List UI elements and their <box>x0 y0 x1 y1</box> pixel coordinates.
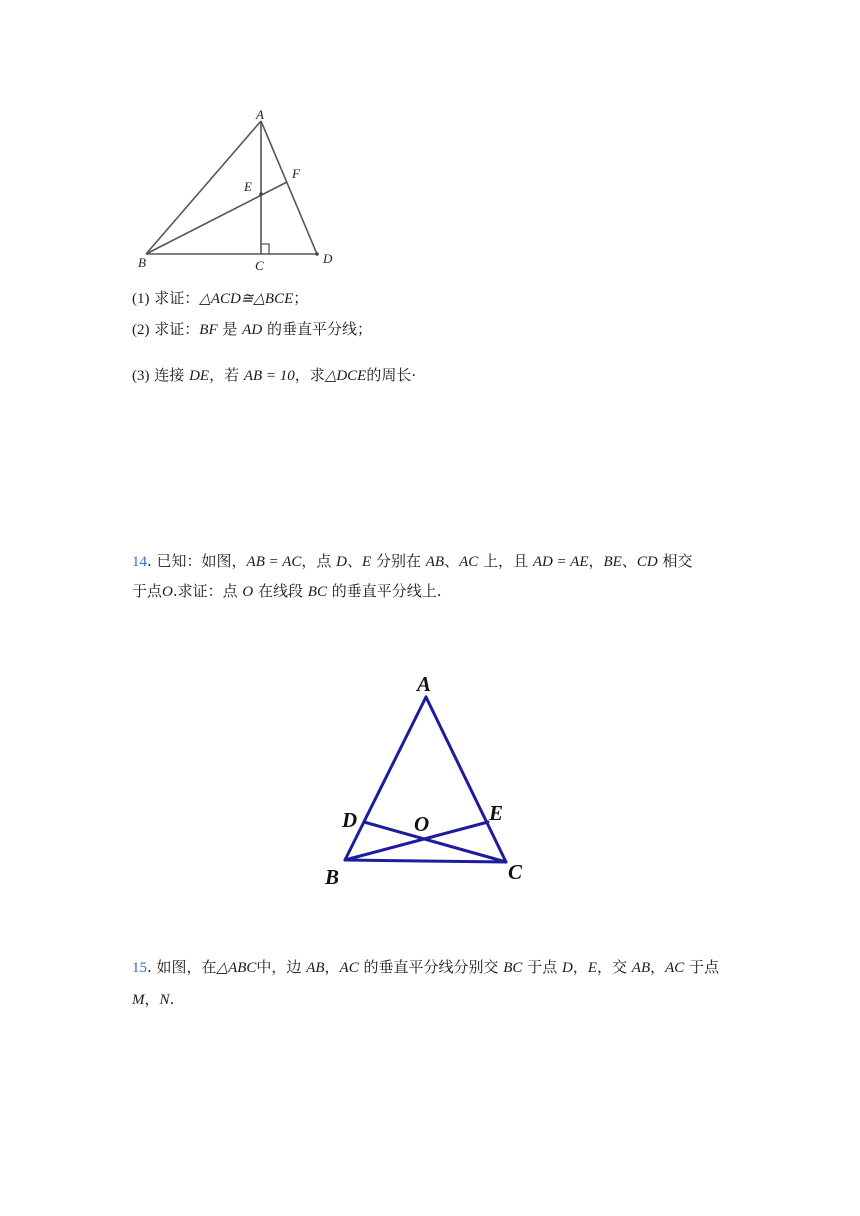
q15-number: 15 <box>132 960 147 976</box>
q13-part3-tri: △DCE <box>324 368 367 384</box>
q13-part2-text1: 求证： <box>154 320 200 338</box>
q13-part3-text2: ，若 <box>209 366 244 384</box>
q14-l2-d: 的垂直平分线上. <box>326 582 442 600</box>
q14-l2-b: .求证：点 <box>172 582 243 600</box>
q14-be: BE <box>603 554 622 570</box>
q15-t-i: 于点 <box>684 958 720 976</box>
q14-ab: AB <box>425 554 445 570</box>
q14-t-i: ， <box>588 552 604 570</box>
q13-part1-end: ； <box>293 289 309 307</box>
q13-part3-de: DE <box>189 368 210 384</box>
q15-t-g: ，交 <box>597 958 632 976</box>
q15-n: N <box>159 992 170 1008</box>
q15-t-c: ， <box>324 958 340 976</box>
q15-line1 <box>132 956 719 979</box>
q14-ac: AC <box>459 554 479 570</box>
q15-t-e: 于点 <box>522 958 562 976</box>
q14-e: E <box>362 554 372 570</box>
q13-part3-number: (3) <box>132 368 150 384</box>
q13-part3-text4: 的周长· <box>366 366 417 384</box>
label-d: D <box>342 808 358 832</box>
q15-t-f: ， <box>572 958 588 976</box>
q15-e: E <box>587 960 598 976</box>
q14-t-k: 相交 <box>657 552 693 570</box>
q15-ac2: AC <box>665 960 685 976</box>
q15-ab2: AB <box>631 960 651 976</box>
q15-d: D <box>561 960 573 976</box>
q13-part1-text: 求证： <box>154 289 200 307</box>
q14-l2-c: 在线段 <box>253 582 308 600</box>
q13-part1-math: △ACD≅△BCE <box>199 291 294 307</box>
q14-cd: CD <box>636 554 658 570</box>
q15-t-d: 的垂直平分线分别交 <box>358 958 504 976</box>
label-e: E <box>489 801 504 825</box>
q13-part2-bf: BF <box>199 322 218 338</box>
q13-part3-text1: 连接 <box>154 366 190 384</box>
q15-m: M <box>132 992 145 1008</box>
label-e: E <box>244 179 252 194</box>
q13-part2-text3: 的垂直平分线； <box>262 320 372 338</box>
segment-cd <box>364 822 506 862</box>
q13-part3-text3: ，求 <box>294 366 325 384</box>
q13-part1-number: (1) <box>132 291 150 307</box>
label-a: A <box>417 672 432 696</box>
q14-number: 14 <box>132 554 147 570</box>
q14-math-ab-ac: AB = AC <box>246 554 302 570</box>
label-o: O <box>414 812 430 836</box>
q14-t-h: 上，且 <box>478 552 533 570</box>
q15-line2 <box>132 988 174 1011</box>
segment-bc <box>345 860 506 862</box>
q15-t-a: . 如图，在 <box>147 958 217 976</box>
q14-l2-a: 于点 <box>132 582 163 600</box>
q15-ac: AC <box>339 960 359 976</box>
label-b: B <box>325 865 340 889</box>
q15-tri: △ABC <box>216 960 257 976</box>
segment-ac <box>426 697 506 862</box>
q14-l2-o: O <box>162 584 173 600</box>
q14-math-ad-ae: AD = AE <box>532 554 589 570</box>
q15-t-b: 中，边 <box>256 958 307 976</box>
label-f: F <box>292 166 300 181</box>
label-c: C <box>508 860 523 884</box>
q13-part2-number: (2) <box>132 322 150 338</box>
q13-part2-text2: 是 <box>217 320 243 338</box>
q14-t-j: 、 <box>621 552 637 570</box>
q14-d: D <box>336 554 348 570</box>
q14-t-b: ，点 <box>301 552 337 570</box>
label-a: A <box>256 107 264 122</box>
q14-t-g: 、 <box>444 552 460 570</box>
q13-part2-ad: AD <box>242 322 263 338</box>
label-c: C <box>255 258 264 273</box>
label-b: B <box>138 255 146 270</box>
label-d: D <box>323 251 333 266</box>
q13-part3-math: AB = 10 <box>243 368 295 384</box>
q14-t-c: 、 <box>347 552 363 570</box>
q14-l2-bc: BC <box>307 584 327 600</box>
q15-l2-a: ， <box>144 990 160 1008</box>
q14-t-a: . 已知：如图， <box>147 552 247 570</box>
q15-bc: BC <box>503 960 523 976</box>
q15-t-h: ， <box>650 958 666 976</box>
q14-l2-o2: O <box>242 584 254 600</box>
q15-ab: AB <box>306 960 325 976</box>
q15-l2-b: . <box>169 990 175 1008</box>
q14-t-f: 分别在 <box>371 552 426 570</box>
